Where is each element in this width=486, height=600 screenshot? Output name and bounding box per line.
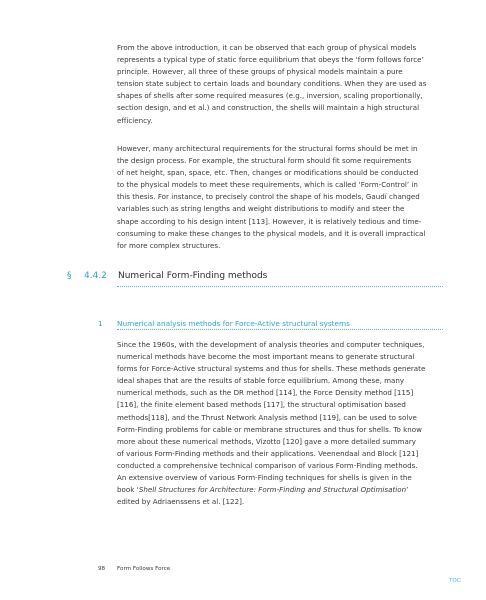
text-line: more about these numerical methods, Vizotto [120] gave a more detailed summary bbox=[117, 436, 416, 446]
book-suffix: ’ bbox=[406, 485, 409, 495]
text-line: of various Form-Finding methods and their applications. Veenendaal and Block [121] bbox=[117, 448, 419, 458]
text-line: tension state subject to certain loads and boundary conditions. When they are used as bbox=[117, 79, 427, 89]
intro-paragraph bbox=[117, 42, 442, 127]
text-line: conducted a comprehensive technical comparison of various Form-Finding methods. bbox=[117, 460, 418, 470]
text-line: numerical methods, such as the DR method [114], the Force Density method [115] bbox=[117, 388, 414, 398]
subsection-title: Numerical analysis methods for Force-Active structural systems bbox=[117, 319, 350, 328]
page-footer bbox=[98, 566, 170, 572]
text-line: An extensive overview of various Form-Finding techniques for shells is given in the bbox=[117, 473, 412, 483]
text-line: numerical methods have become the most important means to generate structural bbox=[117, 352, 415, 362]
text-line-book bbox=[117, 484, 442, 496]
text-line: for more complex structures. bbox=[117, 240, 221, 250]
text-line: However, many architectural requirements for the structural forms should be met in bbox=[117, 144, 418, 153]
running-title: Form Follows Force bbox=[117, 566, 171, 572]
book-title: Shell Structures for Architecture: Form-Finding and Structural Optimisation bbox=[138, 485, 407, 495]
text-line: forms for Force-Active structural systems and thus for shells. These methods generate bbox=[117, 364, 426, 374]
text-line: represents a typical type of static force equilibrium that obeys the ‘form follows force’ bbox=[117, 55, 424, 65]
text-line: principle. However, all three of these groups of physical models maintain a pure bbox=[117, 67, 403, 77]
section-number: 4.4.2 bbox=[84, 271, 107, 281]
subsection-number: 1 bbox=[98, 319, 103, 328]
toc-link[interactable]: TOC bbox=[449, 578, 461, 584]
text-line: methods[118], and the Thrust Network Analysis method [119], can be used to solve bbox=[117, 412, 417, 422]
text-line: the design process. For example, the structural form should fit some requirements bbox=[117, 156, 412, 166]
form-control-paragraph bbox=[117, 143, 442, 252]
text-line: shapes of shells after some required measures (e.g., inversion, scaling proportionally, bbox=[117, 91, 423, 101]
section-title: Numerical Form-Finding methods bbox=[118, 271, 268, 281]
text-line: this thesis. For instance, to precisely control the shape of his models, Gaudí changed bbox=[117, 192, 420, 202]
text-line: From the above introduction, it can be observed that each group of physical models bbox=[117, 43, 417, 52]
text-line: consuming to make these changes to the physical models, and it is overall impractical bbox=[117, 228, 426, 238]
text-line: shape according to his design intent [113]. However, it is relatively tedious and time- bbox=[117, 216, 422, 226]
book-prefix: book ‘ bbox=[117, 485, 139, 495]
text-line: efficiency. bbox=[117, 115, 153, 125]
text-line: [116], the finite element based methods [117], the structural optimisation based bbox=[117, 400, 406, 410]
text-line: Since the 1960s, with the development of analysis theories and computer techniques, bbox=[117, 340, 425, 349]
text-line: of net height, span, space, etc. Then, changes or modifications should be conducted bbox=[117, 168, 419, 178]
text-line: ideal shapes that are the results of stable force equilibrium. Among these, many bbox=[117, 376, 405, 386]
section-symbol: § bbox=[67, 271, 72, 281]
text-line: section design, and et al.) and construction, the shells will maintain a high structural bbox=[117, 103, 420, 113]
page-number: 98 bbox=[98, 566, 106, 572]
text-line: to the physical models to meet these requirements, which is called ‘Form-Control’ in bbox=[117, 180, 418, 190]
text-line: Form-Finding problems for cable or membrane structures and thus for shells. To know bbox=[117, 424, 422, 434]
numerical-methods-paragraph bbox=[117, 339, 442, 508]
subsection-divider bbox=[117, 329, 443, 330]
text-line: variables such as string lengths and weight distributions to modify and steer the bbox=[117, 204, 405, 214]
text-line: edited by Adriaenssens et al. [122]. bbox=[117, 497, 245, 507]
section-divider bbox=[117, 286, 443, 287]
